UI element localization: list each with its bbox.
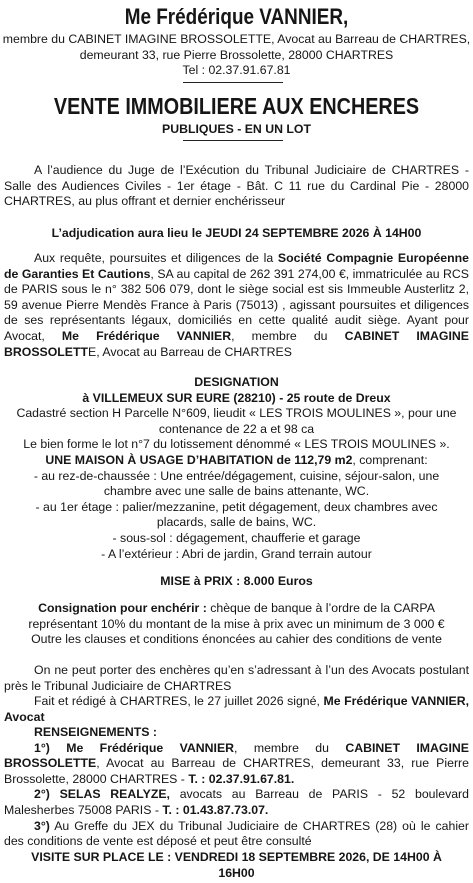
lawyer-phone: Tel : 02.37.91.67.81 bbox=[182, 63, 291, 78]
requete-paragraph: Aux requête, poursuites et diligences de la Société Compagnie Européenne de Garanties Et Cautions, SA au capital de 262 391 274,00 €, immatriculée au RCS de PARIS sous le n° 382 506 079, dont le siège social est sis Immeuble Austerlitz 2, 59 avenue Pierre Mendès France à Paris (75013) , agissant poursuites et diligences de ses représentants légaux, domiciliés en cette qualité audit siège. Ayant pour Avocat, Me Frédérique VANNIER, membre du CABINET IMAGINE BROSSOLETTE, Avocat au Barreau de CHARTRES bbox=[4, 251, 469, 359]
designation-location: à VILLEMEUX SUR EURE (28210) - 25 route de Dreux bbox=[82, 390, 391, 405]
avocats-note: On ne peut porter des enchères qu’en s’adressant à l’un des Avocats postulant près le Tribunal Judiciaire de CHARTRES bbox=[4, 663, 469, 693]
designation-house: UNE MAISON À USAGE D’HABITATION de 112,79 m2, comprenant: bbox=[45, 452, 428, 467]
renseignement-1: 1°) Me Frédérique VANNIER, membre du CABINET IMAGINE BROSSOLETTE, Avocat au Barreau de CHARTRES, demeurant 33, rue Pierre Brossolette, 28000 CHARTRES - T. : 02.37.91.67.81. bbox=[4, 740, 469, 786]
lawyer-address: demeurant 33, rue Pierre Brossolette, 28000 CHARTRES bbox=[79, 47, 394, 62]
adjudication-date: L’adjudication aura lieu le JEUDI 24 SEPTEMBRE 2026 À 14H00 bbox=[51, 226, 422, 240]
designation-item: - sous-sol : dégagement, chaufferie et garage bbox=[112, 530, 361, 545]
designation-lot: Le bien forme le lot n°7 du lotissement dénommé « LES TROIS MOULINES ». bbox=[23, 437, 450, 452]
designation-cadastre: Cadastré section H Parcelle N°609, lieudit « LES TROIS MOULINES », pour une contenance de 22 a et 98 ca bbox=[16, 406, 457, 436]
notice-title: VENTE IMMOBILIERE AUX ENCHERES bbox=[53, 93, 420, 119]
designation-item: - A l’extérieur : Abri de jardin, Grand terrain autour bbox=[101, 546, 372, 561]
consignation-outre: Outre les clauses et conditions énoncées au cahier des conditions de vente bbox=[31, 632, 442, 646]
designation-item: - au 1er étage : palier/mezzanine, petit dégagement, deux chambres avec placards, salle de bains, WC. bbox=[35, 499, 438, 530]
lawyer-details bbox=[0, 32, 473, 79]
designation-section bbox=[4, 375, 469, 562]
lawyer-name: Me Frédérique VANNIER, bbox=[124, 4, 349, 29]
lawyer-firm-line: membre du CABINET IMAGINE BROSSOLETTE, Avocat au Barreau de CHARTRES, bbox=[2, 32, 471, 46]
designation-heading: DESIGNATION bbox=[194, 375, 279, 389]
consignation-paragraph: Consignation pour enchérir : chèque de banque à l’ordre de la CARPA représentant 10% du montant de la mise à prix avec un minimum de 3 000 € bbox=[28, 601, 445, 631]
designation-item: - au rez-de-chaussée : Une entrée/dégagement, cuisine, séjour-salon, une chambre avec une salle de bains attenante, WC. bbox=[33, 468, 440, 499]
renseignement-2: 2°) SELAS REALYZE, avocats au Barreau de PARIS - 52 boulevard Malesherbes 75008 PARIS - T. : 01.43.87.73.07. bbox=[4, 787, 469, 817]
visite-info: VISITE SUR PLACE LE : VENDREDI 18 SEPTEMBRE 2026, DE 14H00 À 16H00 bbox=[31, 850, 442, 880]
mise-a-prix: MISE à PRIX : 8.000 Euros bbox=[160, 574, 313, 588]
intro-paragraph: A l’audience du Juge de l’Exécution du Tribunal Judiciaire de CHARTRES - Salle des Audiences Civiles - 1er étage - Bât. C 11 rue du Cardinal Pie - 28000 CHARTRES, au plus offrant et dernier enchérisseur bbox=[4, 163, 469, 209]
divider bbox=[183, 140, 283, 141]
notice-subtitle: PUBLIQUES - EN UN LOT bbox=[162, 122, 311, 136]
renseignements-heading: RENSEIGNEMENTS : bbox=[34, 725, 157, 739]
renseignements-section bbox=[4, 725, 469, 850]
renseignement-3: 3°) Au Greffe du JEX du Tribunal Judiciaire de CHARTRES (28) où le cahier des conditions de vente est déposé et peut être consulté bbox=[4, 818, 469, 849]
divider bbox=[183, 82, 283, 83]
fait-signature: Fait et rédigé à CHARTRES, le 27 juillet 2026 signé, Me Frédérique VANNIER, Avocat bbox=[4, 694, 470, 724]
